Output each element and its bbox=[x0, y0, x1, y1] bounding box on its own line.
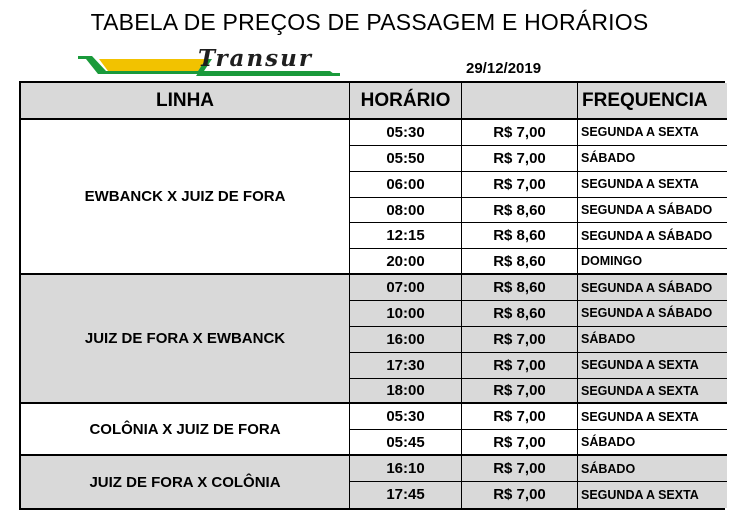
departure-time: 20:00 bbox=[350, 249, 462, 275]
departure-time: 12:15 bbox=[350, 223, 462, 249]
fare-price: R$ 7,00 bbox=[462, 146, 578, 172]
fare-price: R$ 7,00 bbox=[462, 327, 578, 353]
frequency-label: SÁBADO bbox=[578, 430, 727, 456]
frequency-label: SEGUNDA A SÁBADO bbox=[578, 223, 727, 249]
route-name: COLÔNIA X JUIZ DE FORA bbox=[21, 404, 350, 456]
date-label: 29/12/2019 bbox=[466, 60, 542, 77]
header-linha: LINHA bbox=[21, 83, 350, 120]
frequency-label: SEGUNDA A SEXTA bbox=[578, 482, 727, 508]
frequency-label: SEGUNDA A SÁBADO bbox=[578, 301, 727, 327]
schedule-table bbox=[19, 81, 725, 510]
logo-wordmark: Transur bbox=[198, 45, 313, 72]
departure-time: 05:30 bbox=[350, 404, 462, 430]
route-name: JUIZ DE FORA X EWBANCK bbox=[21, 275, 350, 404]
fare-price: R$ 8,60 bbox=[462, 275, 578, 301]
header-horario: HORÁRIO bbox=[350, 83, 462, 120]
frequency-label: SEGUNDA A SEXTA bbox=[578, 172, 727, 198]
fare-price: R$ 7,00 bbox=[462, 482, 578, 508]
departure-time: 06:00 bbox=[350, 172, 462, 198]
departure-time: 16:00 bbox=[350, 327, 462, 353]
departure-time: 18:00 bbox=[350, 379, 462, 405]
route-name: JUIZ DE FORA X COLÔNIA bbox=[21, 456, 350, 508]
page-title: TABELA DE PREÇOS DE PASSAGEM E HORÁRIOS bbox=[90, 9, 649, 35]
fare-price: R$ 8,60 bbox=[462, 198, 578, 224]
departure-time: 17:45 bbox=[350, 482, 462, 508]
fare-price: R$ 8,60 bbox=[462, 223, 578, 249]
departure-time: 16:10 bbox=[350, 456, 462, 482]
departure-time: 05:30 bbox=[350, 120, 462, 146]
departure-time: 05:45 bbox=[350, 430, 462, 456]
fare-price: R$ 8,60 bbox=[462, 301, 578, 327]
fare-price: R$ 8,60 bbox=[462, 249, 578, 275]
departure-time: 10:00 bbox=[350, 301, 462, 327]
frequency-label: DOMINGO bbox=[578, 249, 727, 275]
frequency-label: SEGUNDA A SEXTA bbox=[578, 404, 727, 430]
fare-price: R$ 7,00 bbox=[462, 353, 578, 379]
frequency-label: SÁBADO bbox=[578, 327, 727, 353]
departure-time: 08:00 bbox=[350, 198, 462, 224]
departure-time: 05:50 bbox=[350, 146, 462, 172]
fare-price: R$ 7,00 bbox=[462, 456, 578, 482]
frequency-label: SEGUNDA A SÁBADO bbox=[578, 275, 727, 301]
departure-time: 17:30 bbox=[350, 353, 462, 379]
frequency-label: SEGUNDA A SÁBADO bbox=[578, 198, 727, 224]
fare-price: R$ 7,00 bbox=[462, 379, 578, 405]
frequency-label: SEGUNDA A SEXTA bbox=[578, 353, 727, 379]
frequency-label: SEGUNDA A SEXTA bbox=[578, 120, 727, 146]
departure-time: 07:00 bbox=[350, 275, 462, 301]
fare-price: R$ 7,00 bbox=[462, 404, 578, 430]
header-frequencia: FREQUENCIA bbox=[578, 83, 727, 120]
frequency-label: SÁBADO bbox=[578, 146, 727, 172]
route-name: EWBANCK X JUIZ DE FORA bbox=[21, 120, 350, 275]
fare-price: R$ 7,00 bbox=[462, 172, 578, 198]
fare-price: R$ 7,00 bbox=[462, 120, 578, 146]
header-preco bbox=[462, 83, 578, 120]
fare-price: R$ 7,00 bbox=[462, 430, 578, 456]
frequency-label: SEGUNDA A SEXTA bbox=[578, 379, 727, 405]
frequency-label: SÁBADO bbox=[578, 456, 727, 482]
